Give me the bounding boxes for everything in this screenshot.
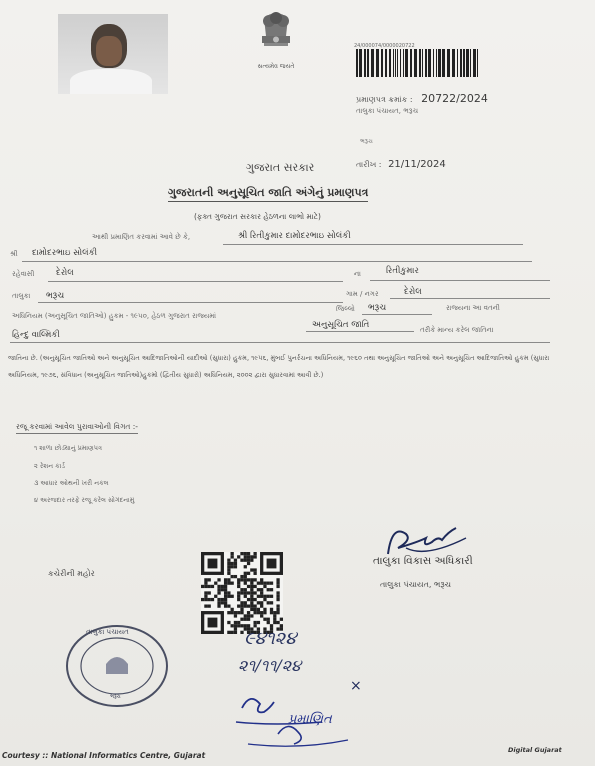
residence-line (48, 281, 343, 282)
relation-prefix: શ્રી (10, 250, 18, 258)
certificate-number-label: પ્રમાણપત્ર ક્રમાંક : (356, 95, 413, 104)
na-line (370, 280, 550, 281)
district-line (362, 314, 432, 315)
applicant-photo (58, 14, 168, 94)
certificate-title: ગુજરાતની અનુસૂચિત જાતિ અંગેનું પ્રમાણપત્ર (168, 186, 368, 202)
barcode-icon (354, 49, 482, 79)
caste-value: અનુસૂચિત જાતિ (312, 320, 370, 330)
issuing-office-top: તાલુકા પંચાયત, ભરૂચ (356, 107, 419, 115)
act-text: અધિનિયમ (અનુસૂચિત જાતિઓ) હુકમ - ૧૯૫૦, હેઠળ ગુજરાત રાજ્યમાં (12, 312, 217, 320)
religion-value: હિન્દુ વાલ્મિકી (12, 330, 60, 340)
officer-office: તાલુકા પંચાયત, ભરૂચ (380, 580, 452, 589)
certificate-number: 20722/2024 (421, 92, 488, 105)
document-item: ૪ અરજદાર તરફે રજૂ કરેલ સોગંદનામું (34, 496, 135, 504)
small-note: ભરૂચ (360, 138, 373, 145)
document-item: ૩ આધાર ઓથની ખરી નકલ (34, 479, 109, 487)
officer-title: તાલુકા વિકાસ અધિકારી (373, 555, 473, 567)
legal-paragraph: જાતિના છે. (અનુસૂચિત જાતિઓ અને અનુસૂચિત આદિજાતિઓની યાદીઓ (સુધારા) હુકમ, ૧૯૫૬, મુંબઈ પુનર્રચના અધિનિયમ, ૧૯૬૦ તથા અનુસૂચિત જાતિઓ અને અનુસૂચિત આદિજાતિઓ હુકમ (સુધારા અધિનિયમ, ૧૯૭૬, સંવિધાન (અનુસૂચિત જાતિઓ)હુકમો (દ્વિતીય સુધારો) અધિનિયમ, ૨૦૦૨ દ્વારા સુધારવામાં આવી છે.) (8, 354, 550, 379)
document-item: ૧ શાળા છોડ્યાનું પ્રમાણપત્ર (34, 444, 102, 452)
stamp-text: તાલુકા પંચાયત (86, 628, 129, 636)
handwritten-attested: પ્રમાણિત (288, 712, 332, 727)
handwritten-mark: × (350, 678, 362, 694)
government-heading: ગુજરાત સરકાર (246, 161, 315, 174)
certificate-sheet (8, 4, 588, 764)
digital-gujarat-credit: Digital Gujarat (508, 746, 562, 754)
handwritten-initials (228, 626, 388, 762)
certificate-subtitle: (ફક્ત ગુજરાત સરકાર હેઠળના લાભો માટે) (194, 212, 321, 221)
emblem-caption: સત્યમેવ જયતે (257, 63, 295, 70)
na-value: રિતીકુમાર (386, 266, 419, 276)
caste-suffix: તરીકે માન્ય કરેલ જાતિના (420, 326, 494, 334)
village-label: ગામ / નગર (346, 290, 379, 298)
certificate-barcode (354, 42, 484, 84)
caste-line (306, 331, 414, 332)
residence-value: દેરોલ (56, 268, 74, 278)
handwritten-number: ૯૪૧૨૪ (244, 628, 297, 649)
certify-intro: આથી પ્રમાણિત કરવામાં આવે છે કે, (92, 233, 191, 241)
applicant-name: શ્રી રિતીકુમાર દામોદરભાઇ સોલંકી (238, 231, 351, 241)
village-line (390, 298, 550, 299)
act-text-prefix (12, 312, 216, 321)
residence-label: રહેવાસી (12, 270, 35, 278)
handwritten-date: ૨૧/૧૧/૨૪ (238, 656, 302, 675)
handwritten-notes (228, 626, 388, 762)
photo-face (96, 36, 122, 66)
district-value: ભરૂચ (368, 303, 387, 313)
taluka-label: તાલુકા (12, 292, 31, 300)
issue-date-row (356, 159, 446, 170)
nic-courtesy-credit: Courtesy :: National Informatics Centre, Gujarat (2, 751, 206, 760)
parent-name-line (22, 261, 532, 262)
emblem-icon (254, 10, 298, 62)
applicant-name-line (223, 244, 523, 245)
na-label: ના (354, 270, 361, 278)
village-value: દેરોલ (404, 287, 422, 297)
national-emblem (246, 10, 306, 74)
date-label: તારીખ : (356, 160, 382, 169)
taluka-value: ભરૂચ (46, 291, 65, 301)
barcode-number: 24/000074/0000020722 (354, 43, 415, 49)
documents-heading: રજૂ કરવામાં આવેલ પુરાવાઓની વિગત :- (16, 422, 138, 434)
qr-code-icon (201, 552, 283, 634)
issue-date: 21/11/2024 (388, 159, 446, 170)
photo-shirt (70, 69, 152, 94)
certificate-number-row (356, 92, 488, 105)
office-seal-label: કચેરીની મહોર (48, 569, 95, 578)
stamp-place: ભરૂચ (110, 694, 121, 700)
state-note: રાજ્યના આ વતની (446, 304, 500, 312)
parent-name: દામોદરભાઇ સોલંકી (32, 248, 98, 258)
taluka-line (38, 302, 343, 303)
document-item: ૨ રેશન કાર્ડ (34, 462, 65, 470)
district-label: જિલ્લો (336, 305, 355, 313)
religion-line (10, 342, 550, 343)
